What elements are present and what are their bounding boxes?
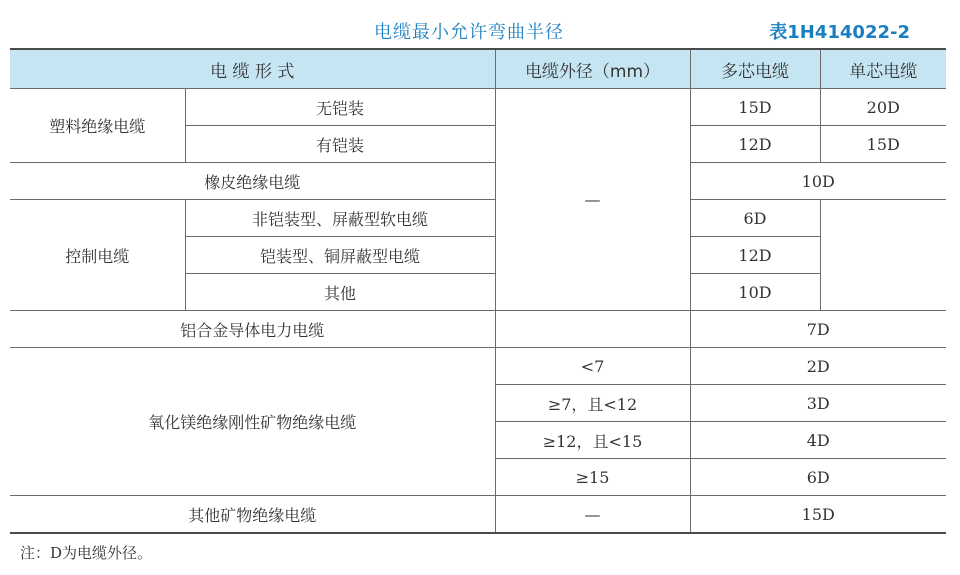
control-single-empty — [820, 200, 946, 311]
table-note: 注：D为电缆外径。 — [20, 544, 153, 562]
table-title: 电缆最小允许弯曲半径 — [374, 22, 564, 43]
mineral-range-value: 4D — [690, 422, 946, 459]
mineral-range-value: 3D — [690, 385, 946, 422]
control-nonarmored-label: 非铠装型、屏蔽型软电缆 — [185, 200, 495, 237]
rubber-cable-value: 10D — [690, 163, 946, 200]
aluminum-cable-value: 7D — [690, 311, 946, 348]
mineral-other-label: 其他矿物绝缘电缆 — [10, 496, 495, 534]
table-row — [10, 163, 946, 200]
control-cable-label: 控制电缆 — [10, 200, 185, 311]
mineral-range-diameter: ≥7，且<12 — [495, 385, 690, 422]
mineral-range-diameter: ≥12，且<15 — [495, 422, 690, 459]
mineral-other-value: 15D — [690, 496, 946, 534]
header-single-core: 单芯电缆 — [820, 49, 946, 89]
plastic-unarmored-label: 无铠装 — [185, 89, 495, 126]
table-row — [10, 348, 946, 385]
header-cable-form: 电 缆 形 式 — [10, 49, 495, 89]
plastic-armored-single: 15D — [820, 126, 946, 163]
plastic-cable-label: 塑料绝缘电缆 — [10, 89, 185, 163]
table-row — [10, 311, 946, 348]
plastic-unarmored-single: 20D — [820, 89, 946, 126]
mineral-range-diameter: ≥15 — [495, 459, 690, 496]
mineral-rigid-label: 氧化镁绝缘刚性矿物绝缘电缆 — [10, 348, 495, 496]
bending-radius-table — [10, 48, 946, 534]
mineral-range-value: 6D — [690, 459, 946, 496]
aluminum-diameter-empty — [495, 311, 690, 348]
mineral-range-value: 2D — [690, 348, 946, 385]
diameter-dash-cell: — — [495, 89, 690, 311]
aluminum-cable-label: 铝合金导体电力电缆 — [10, 311, 495, 348]
plastic-unarmored-multi: 15D — [690, 89, 820, 126]
plastic-armored-label: 有铠装 — [185, 126, 495, 163]
control-armored-label: 铠装型、铜屏蔽型电缆 — [185, 237, 495, 274]
header-multi-core: 多芯电缆 — [690, 49, 820, 89]
plastic-armored-multi: 12D — [690, 126, 820, 163]
header-outer-diameter: 电缆外径（mm） — [495, 49, 690, 89]
control-armored-multi: 12D — [690, 237, 820, 274]
table-row — [10, 200, 946, 237]
control-nonarmored-multi: 6D — [690, 200, 820, 237]
table-caption — [0, 14, 960, 44]
rubber-cable-label: 橡皮绝缘电缆 — [10, 163, 495, 200]
table-row — [10, 89, 946, 126]
mineral-range-diameter: <7 — [495, 348, 690, 385]
control-other-label: 其他 — [185, 274, 495, 311]
table-number: 表1H414022-2 — [769, 22, 910, 43]
mineral-other-diameter: — — [495, 496, 690, 534]
control-other-multi: 10D — [690, 274, 820, 311]
table-row — [10, 496, 946, 534]
header-row — [10, 49, 946, 89]
